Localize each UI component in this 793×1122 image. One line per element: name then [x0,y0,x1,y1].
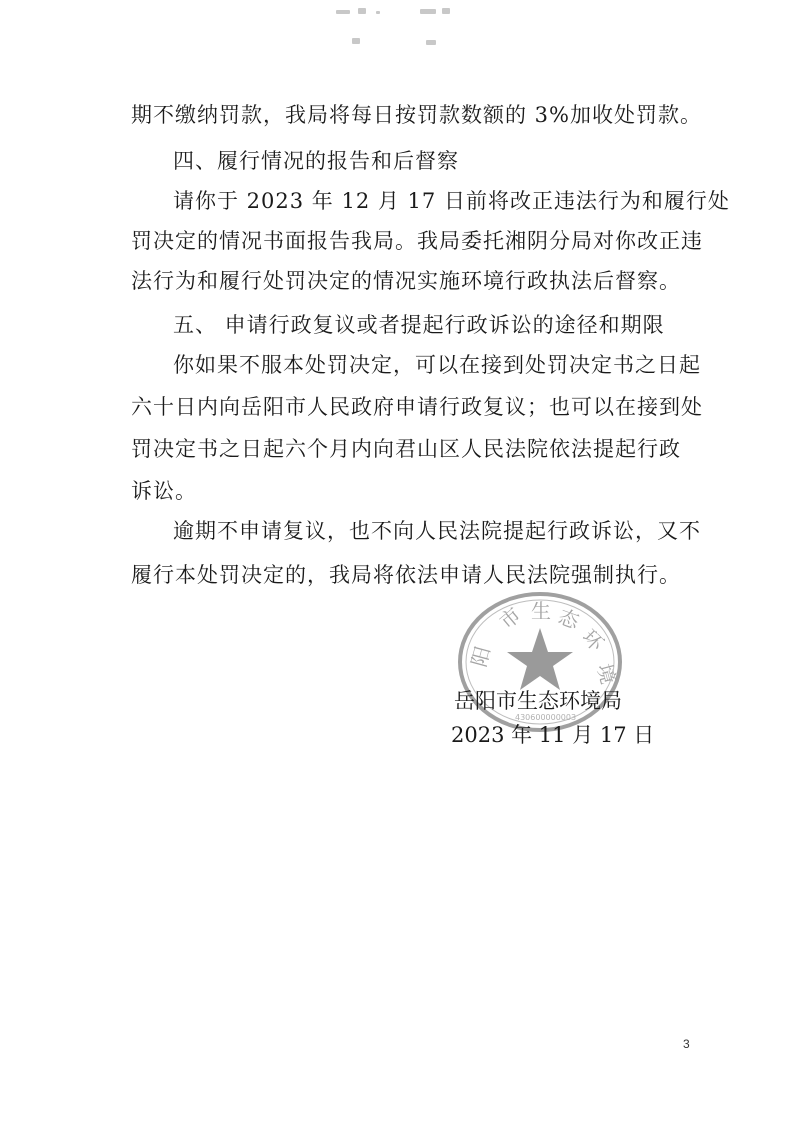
svg-text:生: 生 [531,599,551,623]
section-heading-4: 四、履行情况的报告和后督察 [173,149,459,173]
official-seal [455,590,625,740]
svg-text:态: 态 [555,604,583,634]
paragraph-line: 履行本处罚决定的，我局将依法申请人民法院强制执行。 [131,563,681,587]
paragraph-line: 期不缴纳罚款，我局将每日按罚款数额的 3%加收处罚款。 [131,103,702,127]
signature-date: 2023 年 11 月 17 日 [451,723,655,747]
section-heading-5: 五、 申请行政复议或者提起行政诉讼的途径和期限 [173,313,665,337]
paragraph-line: 罚决定书之日起六个月内向君山区人民法院依法提起行政 [131,437,681,461]
svg-text:阳: 阳 [466,643,496,670]
svg-text:环: 环 [577,624,609,656]
paragraph-line: 你如果不服本处罚决定，可以在接到处罚决定书之日起 [173,353,701,377]
svg-text:市: 市 [494,602,526,634]
svg-text:430600000003: 430600000003 [515,713,577,722]
paragraph-line: 罚决定的情况书面报告我局。我局委托湘阴分局对你改正违 [131,229,703,253]
signature-organization: 岳阳市生态环境局 [454,689,622,713]
paragraph-line: 法行为和履行处罚决定的情况实施环境行政执法后督察。 [131,269,681,293]
paragraph-line: 请你于 2023 年 12 月 17 日前将改正违法行为和履行处 [173,189,730,213]
scan-artifacts [330,0,460,50]
page-number: 3 [683,1037,690,1051]
paragraph-line: 六十日内向岳阳市人民政府申请行政复议；也可以在接到处 [131,395,703,419]
svg-text:境: 境 [592,661,621,687]
paragraph-line: 逾期不申请复议，也不向人民法院提起行政诉讼，又不 [173,519,701,543]
paragraph-line: 诉讼。 [131,479,197,503]
seal-star-icon [507,628,573,690]
